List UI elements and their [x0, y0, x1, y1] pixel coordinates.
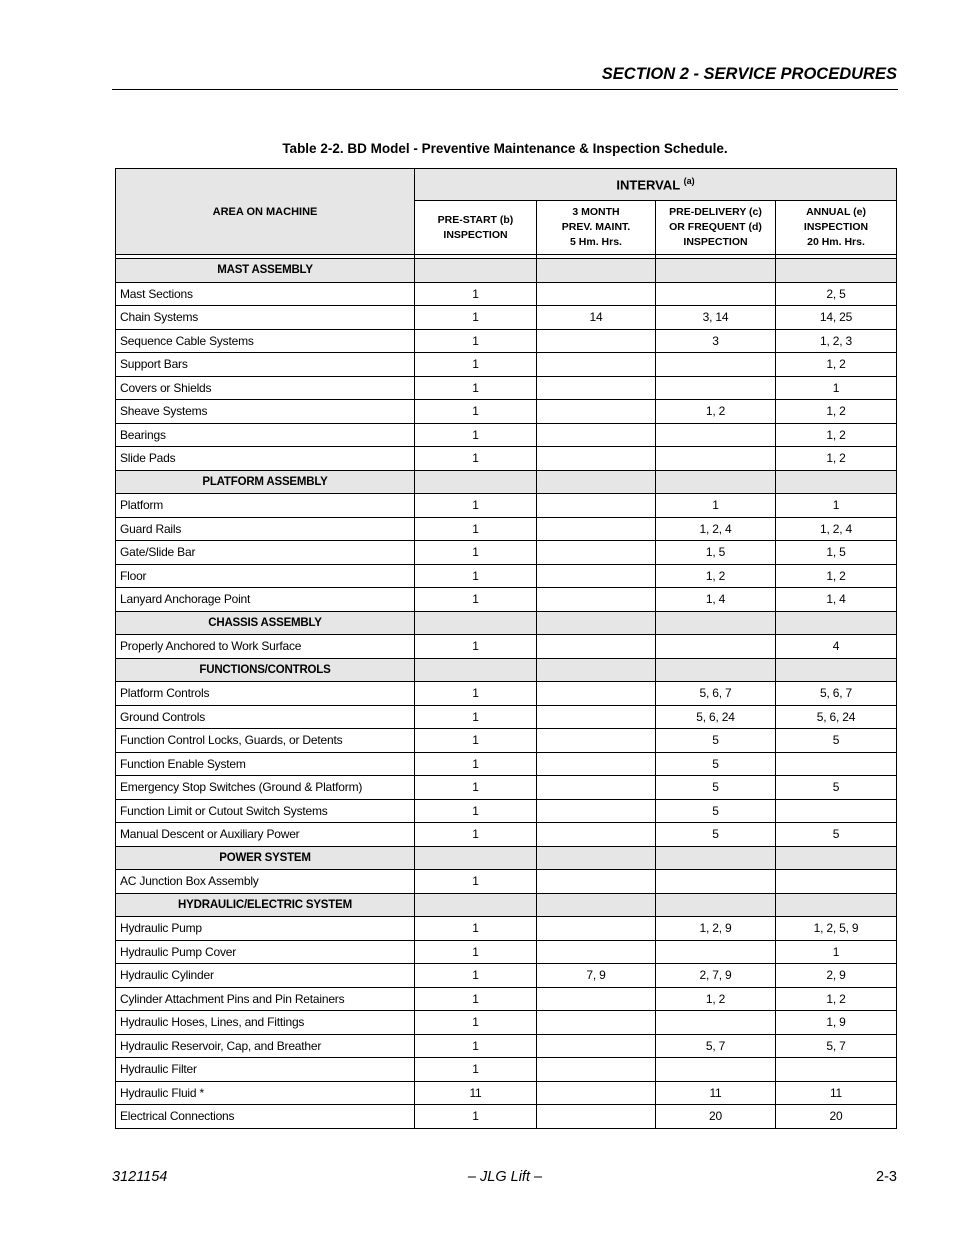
table-row — [116, 423, 897, 447]
page-number: 2-3 — [876, 1169, 897, 1185]
area-cell: Hydraulic Reservoir, Cap, and Breather — [116, 1034, 415, 1058]
prestart-cell: 1 — [415, 564, 537, 588]
prestart-cell: 1 — [415, 1011, 537, 1035]
3month-cell — [537, 987, 656, 1011]
annual-cell: 1, 2 — [776, 447, 897, 471]
annual-cell: 1, 2, 5, 9 — [776, 917, 897, 941]
area-cell: Mast Sections — [116, 282, 415, 306]
3month-cell — [537, 611, 656, 635]
annual-cell: 1 — [776, 940, 897, 964]
annual-cell — [776, 846, 897, 870]
3month-cell — [537, 1034, 656, 1058]
3month-cell — [537, 1081, 656, 1105]
predelivery-cell: 5, 6, 24 — [656, 705, 776, 729]
table-row — [116, 870, 897, 894]
prestart-cell: 1 — [415, 376, 537, 400]
table-row — [116, 729, 897, 753]
area-cell: Function Control Locks, Guards, or Detents — [116, 729, 415, 753]
prestart-cell: 1 — [415, 776, 537, 800]
3month-cell — [537, 1058, 656, 1082]
predelivery-cell: 1, 2, 4 — [656, 517, 776, 541]
3month-cell — [537, 870, 656, 894]
section-header-row — [116, 893, 897, 917]
predelivery-cell: 1, 2 — [656, 987, 776, 1011]
predelivery-cell: 5 — [656, 823, 776, 847]
prestart-cell: 1 — [415, 752, 537, 776]
area-cell: Cylinder Attachment Pins and Pin Retainers — [116, 987, 415, 1011]
area-cell: Hydraulic Filter — [116, 1058, 415, 1082]
annual-cell: 5, 6, 24 — [776, 705, 897, 729]
prestart-cell: 1 — [415, 423, 537, 447]
annual-cell: 11 — [776, 1081, 897, 1105]
table-row — [116, 494, 897, 518]
area-cell: Platform — [116, 494, 415, 518]
3month-cell — [537, 423, 656, 447]
table-body — [116, 259, 897, 1129]
area-cell: Function Limit or Cutout Switch Systems — [116, 799, 415, 823]
annual-cell: 20 — [776, 1105, 897, 1129]
prestart-cell: 1 — [415, 282, 537, 306]
table-row — [116, 564, 897, 588]
table-row — [116, 400, 897, 424]
header-line: 20 Hm. Hrs. — [807, 236, 865, 248]
prestart-cell — [415, 611, 537, 635]
area-cell: Hydraulic Pump Cover — [116, 940, 415, 964]
prestart-cell: 1 — [415, 823, 537, 847]
table-row — [116, 987, 897, 1011]
section-title-cell: FUNCTIONS/CONTROLS — [116, 658, 415, 682]
area-cell: Hydraulic Hoses, Lines, and Fittings — [116, 1011, 415, 1035]
prestart-cell: 1 — [415, 1034, 537, 1058]
table-row — [116, 1011, 897, 1035]
annual-cell — [776, 870, 897, 894]
annual-cell: 2, 5 — [776, 282, 897, 306]
annual-cell: 5 — [776, 823, 897, 847]
area-cell: Support Bars — [116, 353, 415, 377]
annual-cell: 1, 5 — [776, 541, 897, 565]
table-row — [116, 752, 897, 776]
section-title-cell: MAST ASSEMBLY — [116, 259, 415, 283]
predelivery-cell: 3, 14 — [656, 306, 776, 330]
section-title-cell: POWER SYSTEM — [116, 846, 415, 870]
predelivery-cell: 1, 2 — [656, 564, 776, 588]
interval-label: INTERVAL — [616, 177, 680, 193]
prestart-cell: 1 — [415, 987, 537, 1011]
header-line: INSPECTION — [443, 228, 508, 241]
area-cell: Platform Controls — [116, 682, 415, 706]
annual-cell: 5, 6, 7 — [776, 682, 897, 706]
table-row — [116, 1081, 897, 1105]
annual-cell: 5, 7 — [776, 1034, 897, 1058]
3month-cell — [537, 635, 656, 659]
column-header-predelivery — [656, 201, 776, 255]
annual-cell: 14, 25 — [776, 306, 897, 330]
prestart-cell: 1 — [415, 635, 537, 659]
table-row — [116, 823, 897, 847]
predelivery-cell: 3 — [656, 329, 776, 353]
predelivery-cell — [656, 259, 776, 283]
annual-cell: 5 — [776, 729, 897, 753]
header-divider — [112, 89, 898, 90]
annual-cell — [776, 658, 897, 682]
annual-cell: 1, 2 — [776, 564, 897, 588]
predelivery-cell — [656, 635, 776, 659]
area-cell: Covers or Shields — [116, 376, 415, 400]
prestart-cell: 1 — [415, 306, 537, 330]
predelivery-cell — [656, 353, 776, 377]
annual-cell — [776, 1058, 897, 1082]
3month-cell — [537, 588, 656, 612]
table-row — [116, 917, 897, 941]
predelivery-cell — [656, 940, 776, 964]
prestart-cell: 1 — [415, 1105, 537, 1129]
column-header-area: AREA ON MACHINE — [116, 169, 415, 255]
prestart-cell — [415, 259, 537, 283]
3month-cell — [537, 846, 656, 870]
3month-cell: 7, 9 — [537, 964, 656, 988]
header-line: OR FREQUENT (d) — [669, 221, 762, 233]
predelivery-cell — [656, 447, 776, 471]
3month-cell — [537, 705, 656, 729]
annual-cell: 5 — [776, 776, 897, 800]
predelivery-cell — [656, 870, 776, 894]
header-line: PRE-START (b) — [437, 213, 514, 226]
annual-cell — [776, 799, 897, 823]
predelivery-cell — [656, 846, 776, 870]
prestart-cell: 1 — [415, 705, 537, 729]
predelivery-cell — [656, 658, 776, 682]
table-row — [116, 705, 897, 729]
3month-cell — [537, 376, 656, 400]
column-header-interval — [415, 169, 897, 201]
area-cell: Guard Rails — [116, 517, 415, 541]
predelivery-cell: 20 — [656, 1105, 776, 1129]
header-line: PRE-DELIVERY (c) — [669, 206, 762, 218]
table-row — [116, 517, 897, 541]
area-cell: Hydraulic Fluid * — [116, 1081, 415, 1105]
annual-cell: 1, 2, 3 — [776, 329, 897, 353]
section-title-cell: HYDRAULIC/ELECTRIC SYSTEM — [116, 893, 415, 917]
table-row — [116, 282, 897, 306]
annual-cell: 1, 4 — [776, 588, 897, 612]
3month-cell — [537, 799, 656, 823]
annual-cell: 1, 2 — [776, 400, 897, 424]
predelivery-cell: 5, 7 — [656, 1034, 776, 1058]
3month-cell — [537, 917, 656, 941]
area-cell: Lanyard Anchorage Point — [116, 588, 415, 612]
annual-cell — [776, 259, 897, 283]
annual-cell — [776, 611, 897, 635]
table-row — [116, 940, 897, 964]
annual-cell — [776, 752, 897, 776]
area-cell: Ground Controls — [116, 705, 415, 729]
table-row — [116, 776, 897, 800]
prestart-cell: 1 — [415, 799, 537, 823]
section-header-row — [116, 470, 897, 494]
prestart-cell — [415, 893, 537, 917]
area-cell: Sheave Systems — [116, 400, 415, 424]
prestart-cell: 1 — [415, 870, 537, 894]
annual-cell: 1 — [776, 376, 897, 400]
predelivery-cell: 5 — [656, 752, 776, 776]
3month-cell — [537, 353, 656, 377]
table-row — [116, 353, 897, 377]
prestart-cell: 1 — [415, 517, 537, 541]
predelivery-cell: 1, 2, 9 — [656, 917, 776, 941]
3month-cell — [537, 447, 656, 471]
area-cell: Manual Descent or Auxiliary Power — [116, 823, 415, 847]
predelivery-cell — [656, 1011, 776, 1035]
header-line: 5 Hm. Hrs. — [570, 236, 622, 248]
prestart-cell: 1 — [415, 1058, 537, 1082]
section-title: SECTION 2 - SERVICE PROCEDURES — [601, 65, 897, 83]
3month-cell — [537, 541, 656, 565]
table-row — [116, 306, 897, 330]
area-cell: Hydraulic Cylinder — [116, 964, 415, 988]
prestart-cell: 1 — [415, 729, 537, 753]
area-cell: Floor — [116, 564, 415, 588]
predelivery-cell: 5 — [656, 799, 776, 823]
area-cell: Electrical Connections — [116, 1105, 415, 1129]
prestart-cell: 1 — [415, 541, 537, 565]
area-cell: Properly Anchored to Work Surface — [116, 635, 415, 659]
area-cell: Slide Pads — [116, 447, 415, 471]
area-cell: Hydraulic Pump — [116, 917, 415, 941]
annual-cell — [776, 470, 897, 494]
3month-cell — [537, 940, 656, 964]
table-row — [116, 1058, 897, 1082]
prestart-cell — [415, 470, 537, 494]
prestart-cell: 1 — [415, 447, 537, 471]
header-line: INSPECTION — [803, 221, 869, 233]
table-title: Table 2-2. BD Model - Preventive Maintenance & Inspection Schedule. — [282, 141, 728, 156]
area-cell: Bearings — [116, 423, 415, 447]
column-header-annual — [776, 201, 897, 255]
predelivery-cell: 1 — [656, 494, 776, 518]
section-header-row — [116, 259, 897, 283]
prestart-cell: 1 — [415, 353, 537, 377]
footer-brand: – JLG Lift – — [467, 1169, 543, 1185]
table-row — [116, 376, 897, 400]
3month-cell — [537, 776, 656, 800]
prestart-cell: 1 — [415, 964, 537, 988]
3month-cell — [537, 1011, 656, 1035]
3month-cell — [537, 564, 656, 588]
table-row — [116, 541, 897, 565]
section-title-cell: PLATFORM ASSEMBLY — [116, 470, 415, 494]
area-cell: Gate/Slide Bar — [116, 541, 415, 565]
column-header-prestart — [415, 201, 537, 255]
header-line: ANNUAL (e) — [806, 206, 866, 218]
section-header-row — [116, 611, 897, 635]
annual-cell: 1, 2 — [776, 423, 897, 447]
annual-cell: 1, 2 — [776, 353, 897, 377]
table-row — [116, 635, 897, 659]
prestart-cell: 1 — [415, 329, 537, 353]
predelivery-cell — [656, 893, 776, 917]
prestart-cell: 11 — [415, 1081, 537, 1105]
predelivery-cell — [656, 376, 776, 400]
annual-cell: 1 — [776, 494, 897, 518]
3month-cell — [537, 470, 656, 494]
area-cell: Sequence Cable Systems — [116, 329, 415, 353]
header-line: 3 MONTH — [572, 206, 620, 218]
document-number: 3121154 — [112, 1169, 168, 1185]
column-header-3month — [537, 201, 656, 255]
3month-cell — [537, 400, 656, 424]
predelivery-cell — [656, 282, 776, 306]
section-title-cell: CHASSIS ASSEMBLY — [116, 611, 415, 635]
table-row — [116, 682, 897, 706]
table-row — [116, 329, 897, 353]
maintenance-schedule-table — [115, 168, 897, 1129]
prestart-cell: 1 — [415, 940, 537, 964]
area-cell: Chain Systems — [116, 306, 415, 330]
3month-cell — [537, 494, 656, 518]
prestart-cell: 1 — [415, 494, 537, 518]
predelivery-cell: 1, 5 — [656, 541, 776, 565]
table-row — [116, 799, 897, 823]
section-header-row — [116, 846, 897, 870]
predelivery-cell — [656, 423, 776, 447]
prestart-cell: 1 — [415, 588, 537, 612]
table-row — [116, 964, 897, 988]
3month-cell — [537, 729, 656, 753]
3month-cell — [537, 282, 656, 306]
3month-cell — [537, 1105, 656, 1129]
area-cell: Function Enable System — [116, 752, 415, 776]
table-row — [116, 447, 897, 471]
predelivery-cell: 5 — [656, 729, 776, 753]
prestart-cell: 1 — [415, 400, 537, 424]
table-row — [116, 1034, 897, 1058]
interval-footnote: (a) — [683, 176, 695, 187]
3month-cell — [537, 682, 656, 706]
table-row — [116, 1105, 897, 1129]
annual-cell: 4 — [776, 635, 897, 659]
3month-cell — [537, 823, 656, 847]
annual-cell: 2, 9 — [776, 964, 897, 988]
header-line: PREV. MAINT. — [561, 221, 631, 233]
3month-cell: 14 — [537, 306, 656, 330]
predelivery-cell — [656, 1058, 776, 1082]
prestart-cell — [415, 846, 537, 870]
predelivery-cell: 2, 7, 9 — [656, 964, 776, 988]
header-line: INSPECTION — [683, 236, 748, 248]
3month-cell — [537, 517, 656, 541]
predelivery-cell — [656, 470, 776, 494]
3month-cell — [537, 893, 656, 917]
predelivery-cell: 5, 6, 7 — [656, 682, 776, 706]
predelivery-cell: 1, 4 — [656, 588, 776, 612]
predelivery-cell: 5 — [656, 776, 776, 800]
annual-cell — [776, 893, 897, 917]
section-header-row — [116, 658, 897, 682]
predelivery-cell: 11 — [656, 1081, 776, 1105]
annual-cell: 1, 9 — [776, 1011, 897, 1035]
prestart-cell: 1 — [415, 682, 537, 706]
prestart-cell — [415, 658, 537, 682]
3month-cell — [537, 259, 656, 283]
prestart-cell: 1 — [415, 917, 537, 941]
annual-cell: 1, 2 — [776, 987, 897, 1011]
area-cell: Emergency Stop Switches (Ground & Platform) — [116, 776, 415, 800]
predelivery-cell: 1, 2 — [656, 400, 776, 424]
annual-cell: 1, 2, 4 — [776, 517, 897, 541]
predelivery-cell — [656, 611, 776, 635]
3month-cell — [537, 752, 656, 776]
table-row — [116, 588, 897, 612]
3month-cell — [537, 658, 656, 682]
3month-cell — [537, 329, 656, 353]
area-cell: AC Junction Box Assembly — [116, 870, 415, 894]
